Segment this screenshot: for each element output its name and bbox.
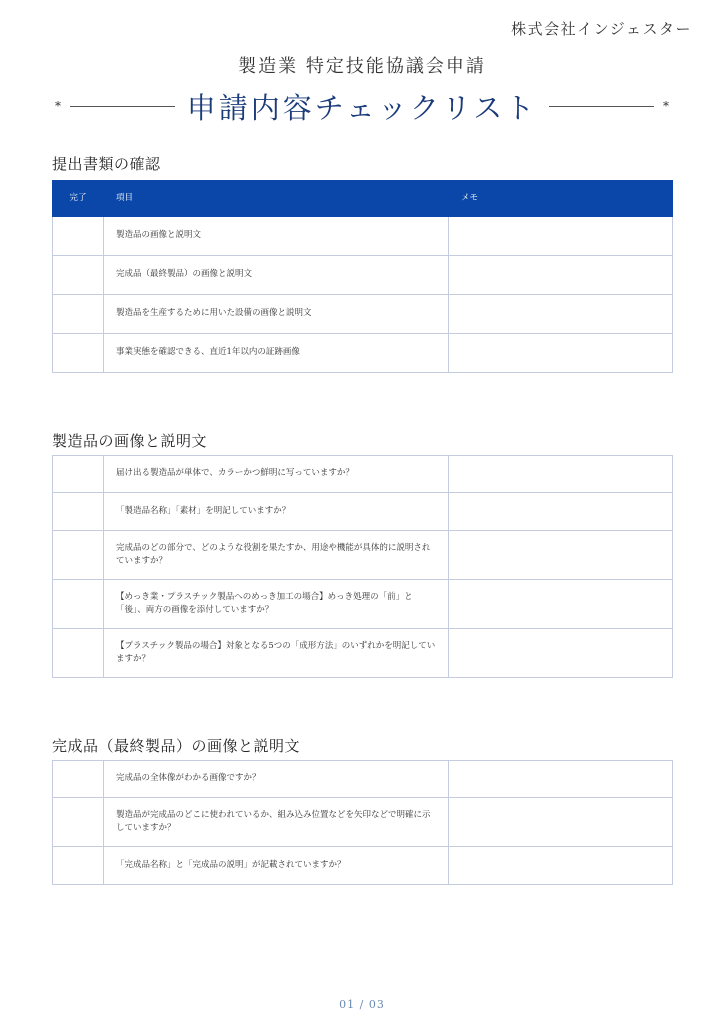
item-cell: 完成品のどの部分で、どのような役割を果たすか、用途や機能が具体的に説明されていますか？ (104, 531, 449, 580)
documents-table (52, 180, 673, 373)
item-cell: 【めっき業・プラスチック製品へのめっき加工の場合】めっき処理の「前」と「後」、両方の画像を添付していますか？ (104, 580, 449, 629)
star-right-icon: * (663, 99, 669, 113)
table-row (53, 629, 673, 678)
table-row (53, 847, 673, 885)
table-row (53, 493, 673, 531)
star-left-icon: * (55, 99, 61, 113)
checkbox-cell[interactable] (53, 798, 104, 847)
page-number: 01 / 03 (339, 998, 385, 1011)
page-title: 申請内容チェックリスト (186, 90, 538, 125)
checkbox-cell[interactable] (53, 334, 104, 373)
table-header-row (53, 181, 673, 217)
table-row (53, 295, 673, 334)
company-name: 株式会社インジェスター (511, 20, 692, 38)
checkbox-cell[interactable] (53, 256, 104, 295)
table-row (53, 334, 673, 373)
checkbox-cell[interactable] (53, 580, 104, 629)
checkbox-cell[interactable] (53, 761, 104, 798)
item-cell: 製造品が完成品のどこに使われているか、組み込み位置などを矢印などで明確に示していますか？ (104, 798, 449, 847)
memo-cell[interactable] (449, 256, 673, 295)
checkbox-cell[interactable] (53, 456, 104, 493)
item-cell: 「完成品名称」と「完成品の説明」が記載されていますか？ (104, 847, 449, 885)
section-heading-final-product: 完成品（最終製品）の画像と説明文 (52, 737, 301, 755)
checkbox-cell[interactable] (53, 493, 104, 531)
table-row (53, 456, 673, 493)
memo-cell[interactable] (449, 334, 673, 373)
column-header-done: 完了 (53, 181, 104, 217)
item-cell: 完成品（最終製品）の画像と説明文 (104, 256, 449, 295)
memo-cell[interactable] (449, 217, 673, 256)
memo-cell[interactable] (449, 798, 673, 847)
checkbox-cell[interactable] (53, 847, 104, 885)
section-heading-manufactured-product: 製造品の画像と説明文 (52, 432, 208, 450)
title-row (52, 86, 672, 126)
table-row (53, 580, 673, 629)
item-cell: 事業実態を確認できる、直近1年以内の証跡画像 (104, 334, 449, 373)
final-product-table (52, 760, 673, 885)
memo-cell[interactable] (449, 580, 673, 629)
item-cell: 製造品の画像と説明文 (104, 217, 449, 256)
checkbox-cell[interactable] (53, 217, 104, 256)
table-row (53, 798, 673, 847)
checkbox-cell[interactable] (53, 531, 104, 580)
memo-cell[interactable] (449, 629, 673, 678)
item-cell: 届け出る製造品が単体で、カラーかつ鮮明に写っていますか？ (104, 456, 449, 493)
memo-cell[interactable] (449, 493, 673, 531)
section-heading-documents: 提出書類の確認 (52, 155, 161, 173)
item-cell: 製造品を生産するために用いた設備の画像と説明文 (104, 295, 449, 334)
table-row (53, 217, 673, 256)
memo-cell[interactable] (449, 847, 673, 885)
memo-cell[interactable] (449, 456, 673, 493)
item-cell: 完成品の全体像がわかる画像ですか？ (104, 761, 449, 798)
document-subtitle: 製造業 特定技能協議会申請 (238, 56, 486, 77)
title-line-right (549, 106, 654, 107)
column-header-item: 項目 (104, 181, 449, 217)
table-row (53, 531, 673, 580)
manufactured-product-table (52, 455, 673, 678)
checkbox-cell[interactable] (53, 295, 104, 334)
item-cell: 「製造品名称」「素材」を明記していますか？ (104, 493, 449, 531)
memo-cell[interactable] (449, 761, 673, 798)
checkbox-cell[interactable] (53, 629, 104, 678)
item-cell: 【プラスチック製品の場合】対象となる5つの「成形方法」のいずれかを明記していますか？ (104, 629, 449, 678)
column-header-memo: メモ (449, 181, 673, 217)
memo-cell[interactable] (449, 295, 673, 334)
title-line-left (70, 106, 175, 107)
memo-cell[interactable] (449, 531, 673, 580)
table-row (53, 256, 673, 295)
table-row (53, 761, 673, 798)
